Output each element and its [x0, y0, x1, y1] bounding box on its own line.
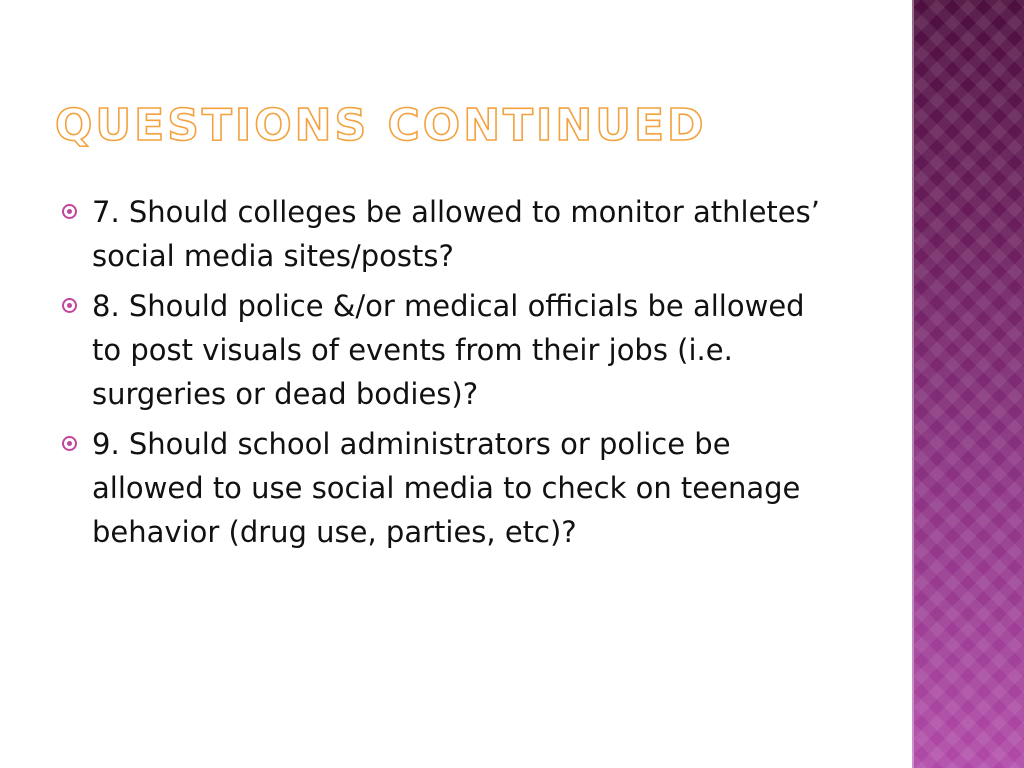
list-item: [62, 284, 842, 416]
list-item: [62, 422, 842, 554]
bullet-list: [62, 190, 842, 560]
bullet-ring-icon: [62, 436, 77, 451]
bullet-text: 9. Should school administrators or police be allowed to use social media to check on teenage behavior (drug use, parties, etc)?: [92, 427, 801, 549]
bullet-ring-icon: [62, 204, 77, 219]
bullet-text: 8. Should police &/or medical officials be allowed to post visuals of events from their jobs (i.e. surgeries or dead bodies)?: [92, 289, 805, 411]
bullet-ring-icon: [62, 298, 77, 313]
list-item: [62, 190, 842, 278]
bullet-text: 7. Should colleges be allowed to monitor athletes’ social media sites/posts?: [92, 195, 820, 273]
decorative-side-band: [912, 0, 1024, 768]
side-band-edge: [912, 0, 914, 768]
slide-title: QUESTIONS CONTINUED: [55, 100, 707, 151]
